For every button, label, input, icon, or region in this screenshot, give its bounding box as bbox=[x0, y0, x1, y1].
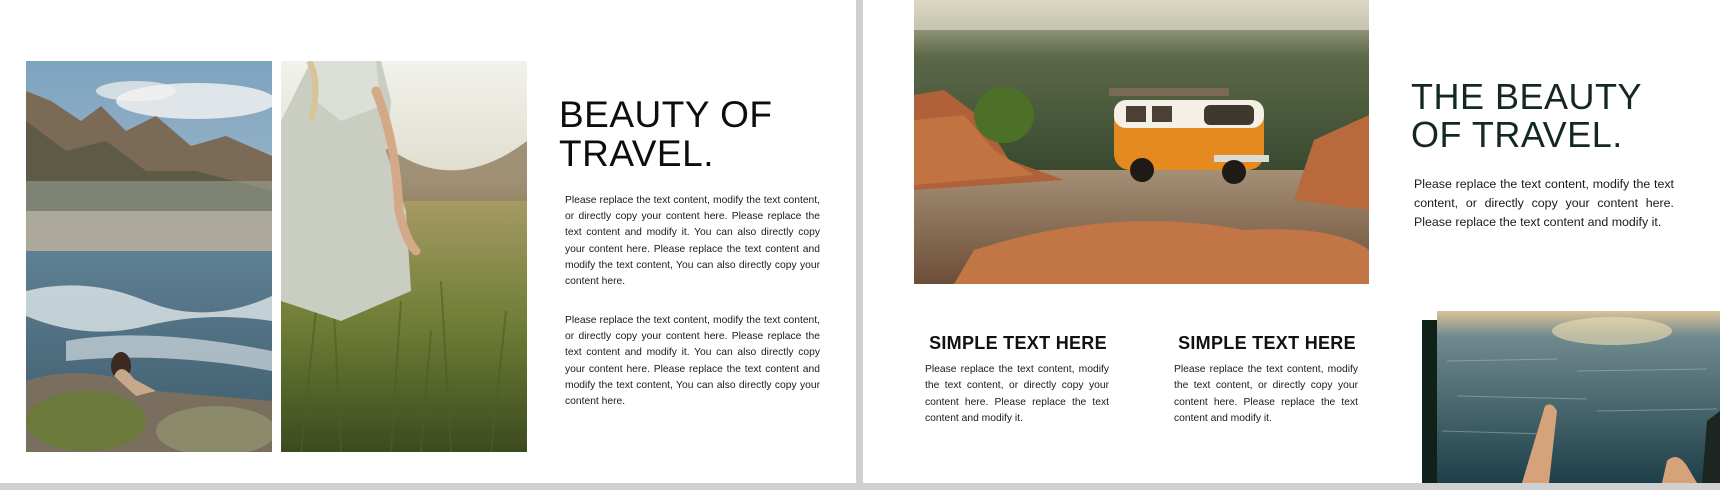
slide-left bbox=[0, 0, 856, 483]
camper-van-photo bbox=[914, 0, 1369, 284]
slide-right bbox=[863, 0, 1720, 483]
column2-text: Please replace the text content, modify the text content, or directly copy your content here. Please replace the text content and modify it. bbox=[1174, 364, 1358, 424]
column2-title: SIMPLE TEXT HERE bbox=[1178, 333, 1356, 353]
column1-text: Please replace the text content, modify the text content, or directly copy your content here. Please replace the text content and modify it. bbox=[925, 364, 1109, 424]
column1-title: SIMPLE TEXT HERE bbox=[929, 333, 1107, 353]
left-paragraph-1: Please replace the text content, modify the text content, or directly copy your content here. Please replace the text content and modify it. You can also directly copy your content here. Please replace the text content and modify the text content, You can also directly copy your content here. bbox=[565, 195, 820, 288]
right-slide-title bbox=[1411, 78, 1691, 154]
right-paragraph: Please replace the text content, modify the text content, or directly copy your content here. Please replace the text content and modify it. bbox=[1414, 177, 1674, 229]
left-paragraph-2: Please replace the text content, modify the text content, or directly copy your content here. Please replace the text content and modify it. You can also directly copy your content here. Please replace the text content and modify the text content, You can also directly copy your content here. bbox=[565, 315, 820, 408]
left-title-line2: TRAVEL. bbox=[559, 132, 714, 174]
orange-van bbox=[1109, 88, 1269, 184]
left-slide-title bbox=[559, 96, 839, 174]
right-title-line2: OF TRAVEL. bbox=[1411, 113, 1623, 155]
woman-in-field-photo bbox=[281, 61, 527, 452]
sea-sunset-photo bbox=[1437, 311, 1720, 483]
coastal-woman-photo bbox=[26, 61, 272, 452]
left-title-line1: BEAUTY OF bbox=[559, 94, 773, 135]
right-title-line1: THE BEAUTY bbox=[1411, 76, 1643, 117]
